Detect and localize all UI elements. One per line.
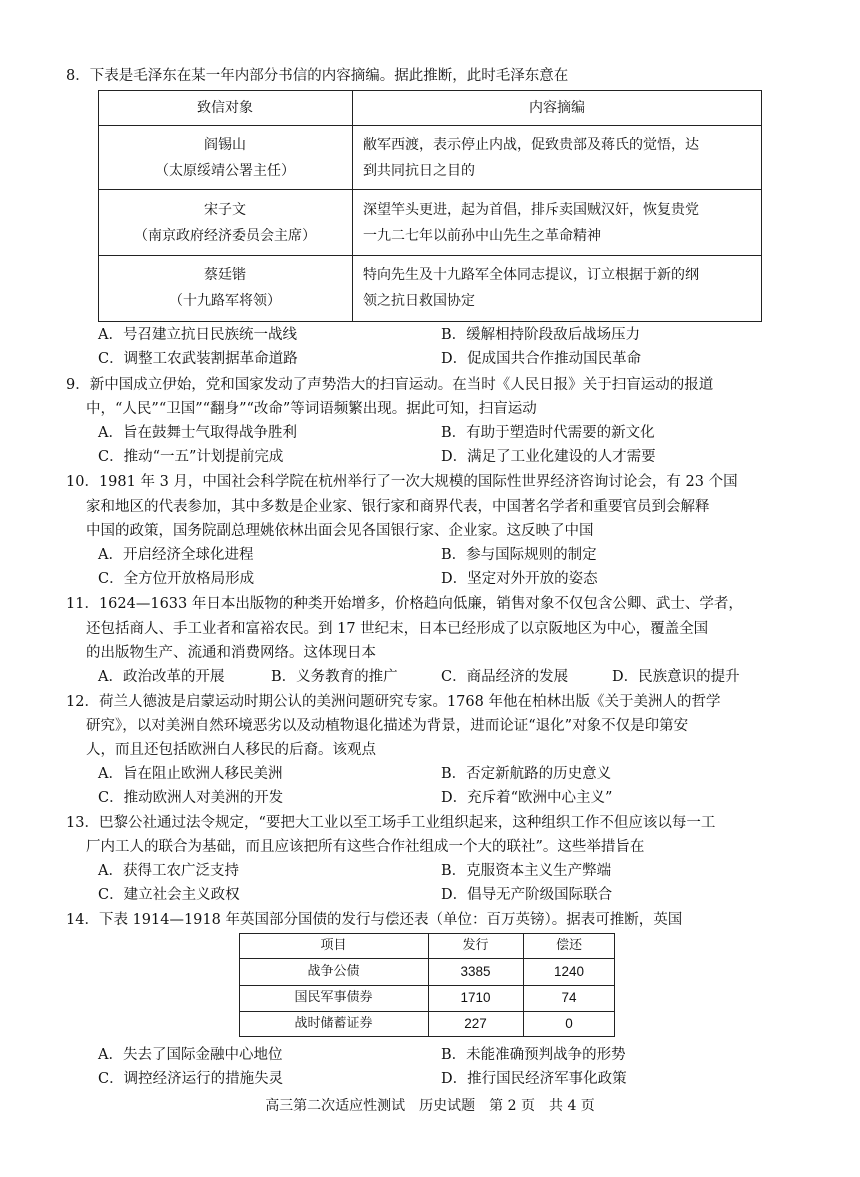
- q10-option-d[interactable]: D．坚定对外开放的姿态: [441, 571, 598, 587]
- q10-stem-line2: 家和地区的代表参加，其中多数是企业家、银行家和商界代表，中国著名学者和重要官员到会解释: [86, 499, 710, 515]
- q8-row3-content-line2: 领之抗日救国协定: [363, 293, 475, 309]
- q13-stem-line2: 厂内工人的联合为基础，而且应该把所有这些合作社组成一个大的联社”。这些举措旨在: [86, 839, 645, 855]
- q11-stem-line2: 还包括商人、手工业者和富裕农民。到 17 世纪末，日本已经形成了以京阪地区为中心，覆盖全国: [86, 621, 709, 637]
- q14-row3-issue: 227: [464, 1016, 487, 1031]
- q11-option-d[interactable]: D．民族意识的提升: [612, 669, 740, 685]
- q11-option-c[interactable]: C．商品经济的发展: [441, 669, 569, 685]
- q14-header-issue: 发行: [462, 938, 489, 953]
- q13-option-a[interactable]: A．获得工农广泛支持: [98, 863, 239, 879]
- q12-stem-line3: 人，而且还包括欧洲白人移民的后裔。该观点: [86, 742, 376, 758]
- q8-row2-content-line1: 深望竿头更进，起为首倡，排斥卖国贼汉奸，恢复贵党: [363, 202, 699, 218]
- q14-option-a[interactable]: A．失去了国际金融中心地位: [98, 1047, 283, 1063]
- q13-option-c[interactable]: C．建立社会主义政权: [98, 887, 240, 903]
- q14-option-d[interactable]: D．推行国民经济军事化政策: [441, 1071, 627, 1087]
- q14-header-item: 项目: [320, 938, 347, 953]
- q12-option-a[interactable]: A．旨在阻止欧洲人移民美洲: [98, 766, 283, 782]
- q14-row1-item: 战争公债: [307, 964, 360, 979]
- q9-option-a[interactable]: A．旨在鼓舞士气取得战争胜利: [98, 425, 297, 441]
- q8-row1-title: （太原绥靖公署主任）: [155, 163, 295, 179]
- q14-row3-item: 战时储蓄证券: [294, 1016, 373, 1031]
- q13-option-d[interactable]: D．倡导无产阶级国际联合: [441, 887, 613, 903]
- q14-row3-repay: 0: [565, 1016, 573, 1031]
- q14-stem: 14．下表 1914—1918 年英国部分国债的发行与偿还表（单位：百万英镑）。据表可推断，英国: [66, 912, 683, 928]
- q8-row3-recipient: 蔡廷锴: [204, 267, 246, 283]
- q14-row1-repay: 1240: [553, 964, 585, 979]
- q12-option-d[interactable]: D．充斥着“欧洲中心主义”: [441, 790, 613, 806]
- q10-option-c[interactable]: C．全方位开放格局形成: [98, 571, 255, 587]
- q9-stem-line2: 中，“人民”“卫国”“翻身”“改命”等词语频繁出现。据此可知，扫盲运动: [86, 401, 537, 417]
- q11-stem-line3: 的出版物生产、流通和消费网络。这体现日本: [86, 645, 376, 661]
- q8-option-a[interactable]: A．号召建立抗日民族统一战线: [98, 327, 297, 343]
- q9-stem-line1: 9．新中国成立伊始，党和国家发动了声势浩大的扫盲运动。在当时《人民日报》关于扫盲运动的报道: [66, 377, 714, 393]
- q8-row1-content-line2: 到共同抗日之目的: [363, 163, 475, 179]
- q14-row1-issue: 3385: [460, 964, 491, 979]
- q8-row2-recipient: 宋子文: [204, 202, 246, 218]
- q9-option-b[interactable]: B．有助于塑造时代需要的新文化: [441, 425, 655, 441]
- q11-option-b[interactable]: B．义务教育的推广: [271, 669, 398, 685]
- q10-option-b[interactable]: B．参与国际规则的制定: [441, 547, 597, 563]
- q13-option-b[interactable]: B．克服资本主义生产弊端: [441, 863, 612, 879]
- q8-row1-recipient: 阎锡山: [204, 137, 246, 153]
- q14-row2-issue: 1710: [460, 990, 491, 1005]
- q12-stem-line1: 12．荷兰人德波是启蒙运动时期公认的美洲问题研究专家。1768 年他在柏林出版《关于美洲人的哲学: [66, 694, 721, 710]
- q8-header-content: 内容摘编: [529, 100, 585, 116]
- q14-header-repay: 偿还: [555, 938, 582, 953]
- q8-option-d[interactable]: D．促成国共合作推动国民革命: [441, 351, 642, 367]
- q10-stem-line3: 中国的政策，国务院副总理姚依林出面会见各国银行家、企业家。这反映了中国: [86, 523, 594, 539]
- q11-option-a[interactable]: A．政治改革的开展: [98, 669, 225, 685]
- q14-row2-repay: 74: [561, 990, 577, 1005]
- q14-row2-item: 国民军事债券: [294, 990, 373, 1005]
- q8-row2-content-line2: 一九二七年以前孙中山先生之革命精神: [363, 228, 601, 244]
- q8-option-c[interactable]: C．调整工农武装割据革命道路: [98, 351, 298, 367]
- q10-stem-line1: 10．1981 年 3 月，中国社会科学院在杭州举行了一次大规模的国际性世界经济咨询讨论会，有 23 个国: [66, 474, 738, 490]
- q9-option-c[interactable]: C．推动“一五”计划提前完成: [98, 449, 284, 465]
- page-footer: 高三第二次适应性测试 历史试题 第 2 页 共 4 页: [265, 1098, 595, 1114]
- q8-row2-title: （南京政府经济委员会主席）: [134, 228, 316, 244]
- q8-row3-content-line1: 特向先生及十九路军全体同志提议，订立根据于新的纲: [363, 267, 699, 283]
- q12-stem-line2: 研究》，以对美洲自然环境恶劣以及动植物退化描述为背景，进而论证“退化”对象不仅是印第安: [86, 718, 689, 734]
- q12-option-b[interactable]: B．否定新航路的历史意义: [441, 766, 612, 782]
- q8-row3-title: （十九路军将领）: [169, 293, 281, 309]
- q10-option-a[interactable]: A．开启经济全球化进程: [98, 547, 254, 563]
- q8-header-recipient: 致信对象: [197, 100, 253, 116]
- q8-option-b[interactable]: B．缓解相持阶段敌后战场压力: [441, 327, 641, 343]
- q9-option-d[interactable]: D．满足了工业化建设的人才需要: [441, 449, 656, 465]
- q8-row1-content-line1: 敝军西渡，表示停止内战，促致贵部及蒋氏的觉悟，达: [363, 137, 699, 153]
- q13-stem-line1: 13．巴黎公社通过法令规定，“要把大工业以至工场手工业组织起来，这种组织工作不但应该以每一工: [66, 815, 716, 831]
- q11-stem-line1: 11．1624—1633 年日本出版物的种类开始增多，价格趋向低廉，销售对象不仅包含公卿、武士、学者，: [66, 596, 743, 612]
- q8-stem: 8．下表是毛泽东在某一年内部分书信的内容摘编。据此推断，此时毛泽东意在: [66, 68, 569, 84]
- q14-option-b[interactable]: B．未能准确预判战争的形势: [441, 1047, 626, 1063]
- q12-option-c[interactable]: C．推动欧洲人对美洲的开发: [98, 790, 284, 806]
- q14-option-c[interactable]: C．调控经济运行的措施失灵: [98, 1071, 284, 1087]
